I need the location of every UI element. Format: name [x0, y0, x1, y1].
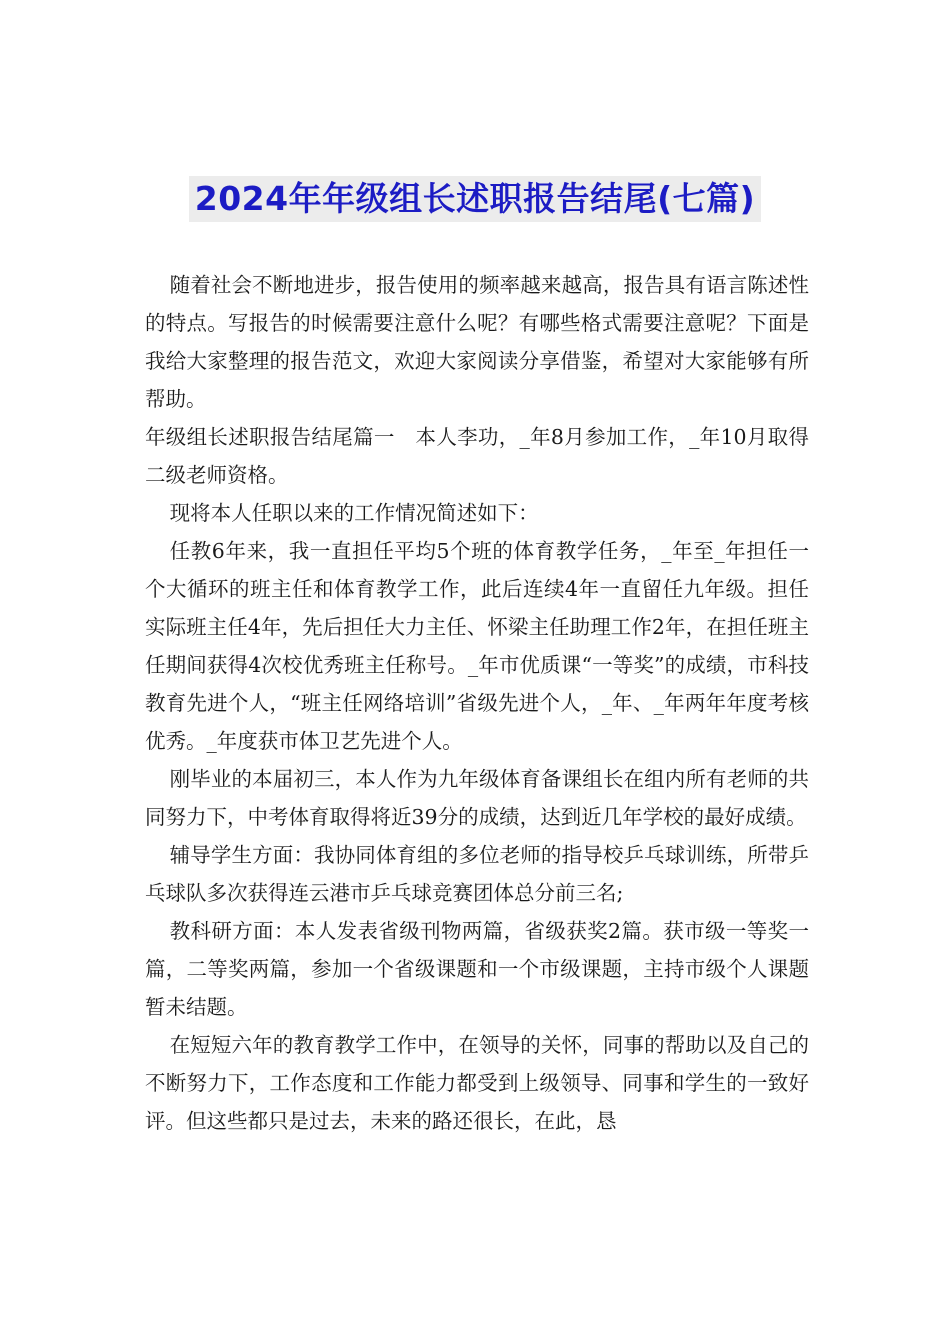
document-body [145, 266, 809, 1140]
paragraph: 随着社会不断地进步，报告使用的频率越来越高，报告具有语言陈述性的特点。写报告的时候需要注意什么呢？有哪些格式需要注意呢？下面是我给大家整理的报告范文，欢迎大家阅读分享借鉴，希望对大家能够有所帮助。 [145, 273, 809, 411]
document-title: 2024年年级组长述职报告结尾(七篇) [189, 176, 762, 222]
title-container [0, 176, 950, 222]
paragraph: 刚毕业的本届初三，本人作为九年级体育备课组长在组内所有老师的共同努力下，中考体育取得将近39分的成绩，达到近几年学校的最好成绩。 [145, 767, 809, 829]
paragraph: 现将本人任职以来的工作情况简述如下： [169, 501, 539, 525]
paragraph: 任教6年来，我一直担任平均5个班的体育教学任务，_年至_年担任一个大循环的班主任和体育教学工作，此后连续4年一直留任九年级。担任实际班主任4年，先后担任大力主任、怀梁主任助理工作2年，在担任班主任期间获得4次校优秀班主任称号。_年市优质课“一等奖”的成绩，市科技教育先进个人，“班主任网络培训”省级先进个人，_年、_年两年年度考核优秀。_年度获市体卫艺先进个人。 [145, 539, 809, 753]
paragraph: 年级组长述职报告结尾篇一 本人李功，_年8月参加工作，_年10月取得二级老师资格。 [145, 425, 809, 487]
paragraph: 在短短六年的教育教学工作中，在领导的关怀，同事的帮助以及自己的不断努力下，工作态度和工作能力都受到上级领导、同事和学生的一致好评。但这些都只是过去，未来的路还很长，在此，恳 [145, 1033, 809, 1133]
paragraph: 辅导学生方面：我协同体育组的多位老师的指导校乒乓球训练，所带乒乓球队多次获得连云港市乒乓球竞赛团体总分前三名; [145, 843, 809, 905]
paragraph: 教科研方面：本人发表省级刊物两篇，省级获奖2篇。获市级一等奖一篇，二等奖两篇，参加一个省级课题和一个市级课题，主持市级个人课题暂未结题。 [145, 919, 809, 1019]
